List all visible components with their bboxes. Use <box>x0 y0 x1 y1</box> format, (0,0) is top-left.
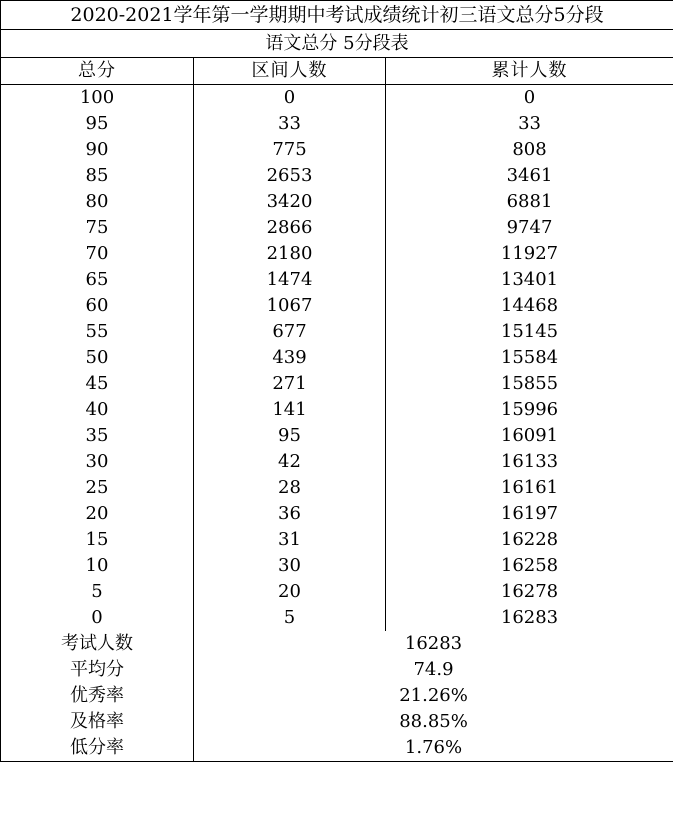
summary-label: 及格率 <box>1 709 194 735</box>
cumulative-count-cell: 16161 <box>386 475 673 501</box>
cumulative-count-cell: 15584 <box>386 345 673 371</box>
interval-count-cell: 1474 <box>194 267 386 293</box>
table-row <box>1 475 673 501</box>
summary-value: 21.26% <box>194 683 673 709</box>
cumulative-count-cell: 9747 <box>386 215 673 241</box>
table-row <box>1 85 673 112</box>
table-row <box>1 293 673 319</box>
score-cell: 65 <box>1 267 194 293</box>
interval-count-cell: 28 <box>194 475 386 501</box>
table-row <box>1 137 673 163</box>
summary-label: 低分率 <box>1 735 194 762</box>
table-row <box>1 189 673 215</box>
summary-label: 平均分 <box>1 657 194 683</box>
summary-label: 优秀率 <box>1 683 194 709</box>
score-cell: 45 <box>1 371 194 397</box>
table-row <box>1 423 673 449</box>
interval-count-cell: 5 <box>194 605 386 631</box>
summary-value: 88.85% <box>194 709 673 735</box>
cumulative-count-cell: 14468 <box>386 293 673 319</box>
cumulative-count-cell: 6881 <box>386 189 673 215</box>
interval-count-cell: 95 <box>194 423 386 449</box>
score-cell: 100 <box>1 85 194 112</box>
score-cell: 20 <box>1 501 194 527</box>
score-cell: 30 <box>1 449 194 475</box>
interval-count-cell: 3420 <box>194 189 386 215</box>
table-row <box>1 241 673 267</box>
subtitle-row <box>1 30 673 58</box>
cumulative-count-cell: 16091 <box>386 423 673 449</box>
header-row <box>1 58 673 85</box>
table-title: 2020-2021学年第一学期期中考试成绩统计初三语文总分5分段 <box>1 1 673 30</box>
score-cell: 5 <box>1 579 194 605</box>
cumulative-count-cell: 15145 <box>386 319 673 345</box>
interval-count-cell: 677 <box>194 319 386 345</box>
cumulative-count-cell: 16278 <box>386 579 673 605</box>
score-cell: 85 <box>1 163 194 189</box>
score-cell: 35 <box>1 423 194 449</box>
column-header-cumulative-count: 累计人数 <box>386 58 673 85</box>
interval-count-cell: 2653 <box>194 163 386 189</box>
table-row <box>1 501 673 527</box>
cumulative-count-cell: 15855 <box>386 371 673 397</box>
score-cell: 10 <box>1 553 194 579</box>
score-cell: 55 <box>1 319 194 345</box>
summary-value: 1.76% <box>194 735 673 762</box>
table-row <box>1 579 673 605</box>
summary-row <box>1 709 673 735</box>
interval-count-cell: 141 <box>194 397 386 423</box>
score-cell: 70 <box>1 241 194 267</box>
cumulative-count-cell: 16197 <box>386 501 673 527</box>
table-row <box>1 449 673 475</box>
table-row <box>1 163 673 189</box>
score-cell: 60 <box>1 293 194 319</box>
cumulative-count-cell: 13401 <box>386 267 673 293</box>
score-cell: 80 <box>1 189 194 215</box>
cumulative-count-cell: 808 <box>386 137 673 163</box>
cumulative-count-cell: 15996 <box>386 397 673 423</box>
table-subtitle: 语文总分 5分段表 <box>1 30 673 58</box>
summary-value: 74.9 <box>194 657 673 683</box>
interval-count-cell: 30 <box>194 553 386 579</box>
interval-count-cell: 36 <box>194 501 386 527</box>
table-body <box>1 1 673 762</box>
table-row <box>1 345 673 371</box>
score-cell: 0 <box>1 605 194 631</box>
score-cell: 50 <box>1 345 194 371</box>
interval-count-cell: 0 <box>194 85 386 112</box>
interval-count-cell: 33 <box>194 111 386 137</box>
table-row <box>1 397 673 423</box>
score-cell: 90 <box>1 137 194 163</box>
cumulative-count-cell: 16133 <box>386 449 673 475</box>
column-header-score: 总分 <box>1 58 194 85</box>
table-row <box>1 111 673 137</box>
interval-count-cell: 271 <box>194 371 386 397</box>
table-row <box>1 553 673 579</box>
table-row <box>1 215 673 241</box>
interval-count-cell: 439 <box>194 345 386 371</box>
summary-row <box>1 657 673 683</box>
score-cell: 15 <box>1 527 194 553</box>
interval-count-cell: 2180 <box>194 241 386 267</box>
interval-count-cell: 20 <box>194 579 386 605</box>
score-cell: 40 <box>1 397 194 423</box>
cumulative-count-cell: 16228 <box>386 527 673 553</box>
cumulative-count-cell: 33 <box>386 111 673 137</box>
cumulative-count-cell: 0 <box>386 85 673 112</box>
title-row <box>1 1 673 30</box>
table-row <box>1 527 673 553</box>
score-cell: 95 <box>1 111 194 137</box>
table-row <box>1 371 673 397</box>
summary-row <box>1 683 673 709</box>
cumulative-count-cell: 16258 <box>386 553 673 579</box>
interval-count-cell: 1067 <box>194 293 386 319</box>
cumulative-count-cell: 3461 <box>386 163 673 189</box>
column-header-interval-count: 区间人数 <box>194 58 386 85</box>
table-row <box>1 267 673 293</box>
score-cell: 25 <box>1 475 194 501</box>
table-row <box>1 319 673 345</box>
interval-count-cell: 31 <box>194 527 386 553</box>
score-cell: 75 <box>1 215 194 241</box>
cumulative-count-cell: 16283 <box>386 605 673 631</box>
summary-value: 16283 <box>194 631 673 657</box>
table-row <box>1 605 673 631</box>
cumulative-count-cell: 11927 <box>386 241 673 267</box>
interval-count-cell: 775 <box>194 137 386 163</box>
interval-count-cell: 42 <box>194 449 386 475</box>
summary-label: 考试人数 <box>1 631 194 657</box>
summary-row <box>1 631 673 657</box>
interval-count-cell: 2866 <box>194 215 386 241</box>
summary-row <box>1 735 673 762</box>
